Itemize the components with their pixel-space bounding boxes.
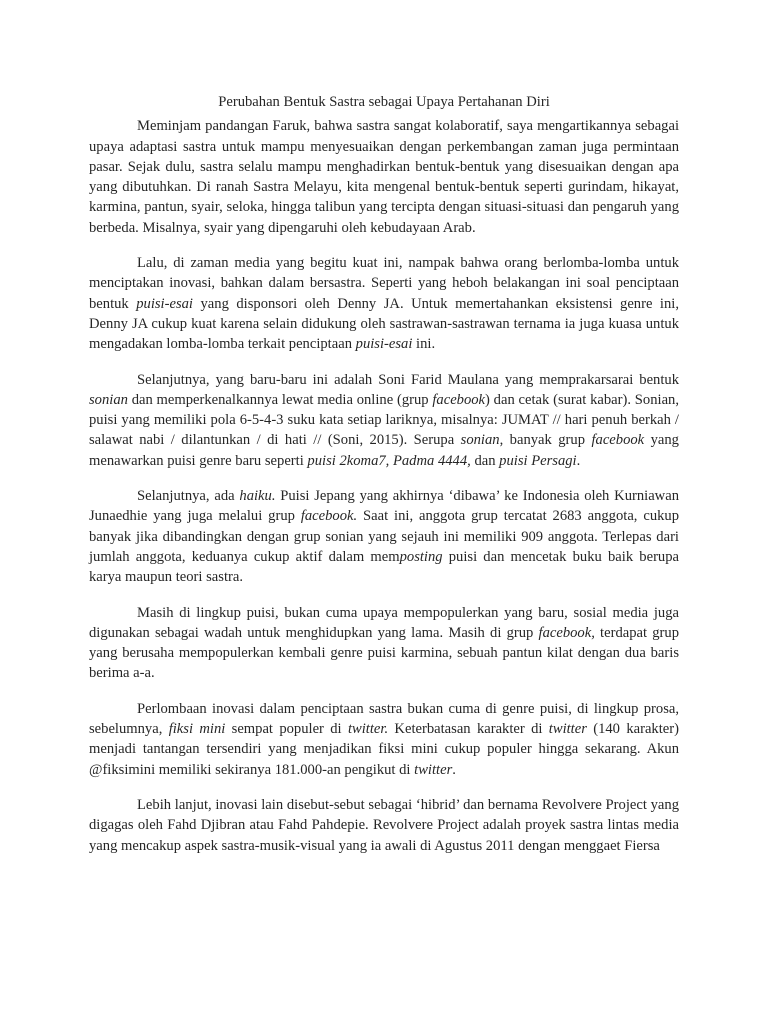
paragraph-text: Lebih lanjut, inovasi lain disebut-sebut sebagai ‘hibrid’ dan bernama Revolvere Project yang digagas oleh Fahd Djibran atau Fahd Pahdepie. Revolvere Project adalah proyek sastra lintas media yang mencakup aspek sastra-musik-visual yang ia awali di Agustus 2011 dengan menggaet Fiersa xyxy=(89,796,679,854)
paragraph-text: terdapat grup yang berusaha mempopulerkan kembali genre puisi karmina, sebuah pantun kilat dengan dua baris berima a-a. xyxy=(89,624,679,682)
paragraph-text: Puisi Jepang yang akhirnya ‘dibawa’ ke Indonesia oleh Kurniawan Junaedhie yang juga melalui grup xyxy=(89,488,679,525)
paragraph-text: puisi dan mencetak buku baik berupa karya maupun teori sastra. xyxy=(89,548,679,586)
paragraph xyxy=(89,699,679,780)
paragraph xyxy=(89,486,679,587)
paragraph-text: yang disponsori oleh Denny JA. Untuk memertahankan eksistensi genre ini, Denny JA cukup kuat karena selain didukung oleh sastrawan-sastrawan ternama ia juga kuasa untuk mengadakan lomba-lomba terkait penciptaan xyxy=(89,295,679,353)
paragraph-text: sempat populer di xyxy=(225,721,348,738)
italic-text: posting xyxy=(399,548,443,565)
italic-text: sonian xyxy=(460,432,500,449)
italic-text: fiksi mini xyxy=(168,721,226,738)
paragraph-text: . xyxy=(576,452,581,469)
italic-text: twitter xyxy=(414,761,453,778)
paragraph-text: Meminjam pandangan Faruk, bahwa sastra sangat kolaboratif, saya mengartikannya sebagai upaya adaptasi sastra untuk mampu menyesuaikan dengan perkembangan zaman juga permintaan pasar. Sejak dulu, sastra selalu mampu menghadirkan bentuk-bentuk yang disesuaikan dengan apa yang dibutuhkan. Di ranah Sastra Melayu, kita mengenal bentuk-bentuk seperti gurindam, hikayat, karmina, pantun, syair, seloka, hingga talibun yang tercipta dengan situasi-situasi dan pengaruh yang berbeda. Misalnya, syair yang dipengaruhi oleh kebudayaan Arab. xyxy=(89,118,679,236)
italic-text: haiku. xyxy=(239,488,276,505)
paragraph-text: (140 karakter) menjadi tantangan tersendiri yang menjadikan fiksi mini cukup populer hingga sekarang. Akun @fiksimini memiliki sekiranya 181.000-an pengikut di xyxy=(89,721,679,778)
paragraph-text: ) dan cetak (surat kabar). Sonian, puisi yang memiliki pola 6-5-4-3 suku kata setiap lariknya, misalnya: JUMAT // hari penuh berkah / salawat nabi / dilantunkan / di hati // (Soni, 2015). Serupa xyxy=(89,391,679,449)
paragraph-text: Saat ini, anggota grup tercatat 2683 anggota, cukup banyak jika dibandingkan dengan grup sonian yang sejauh ini memiliki 909 anggota. Terlepas dari jumlah anggota, keduanya cukup aktif dalam mem xyxy=(89,508,680,565)
italic-text: twitter xyxy=(548,721,587,738)
paragraph-text: Keterbatasan karakter di xyxy=(388,721,549,738)
paragraph-text: dan xyxy=(470,452,500,469)
paragraph-text: Selanjutnya, yang baru-baru ini adalah Soni Farid Maulana yang memprakarsarai bentuk xyxy=(137,371,679,388)
paragraph-text: . xyxy=(452,761,456,778)
paragraph-text: Lalu, di zaman media yang begitu kuat ini, nampak bahwa orang berlomba-lomba untuk menciptakan inovasi, bahkan dalam bersastra. Seperti yang heboh belakangan ini soal penciptaan bentuk xyxy=(89,255,679,312)
paragraph-text: ini. xyxy=(412,336,436,353)
italic-text: facebook xyxy=(591,432,645,449)
italic-text: twitter. xyxy=(347,721,389,738)
document-title: Perubahan Bentuk Sastra sebagai Upaya Pertahanan Diri xyxy=(218,94,550,110)
paragraph-list xyxy=(89,116,679,856)
paragraph-text: Perlombaan inovasi dalam penciptaan sastra bukan cuma di genre puisi, di lingkup prosa, sebelumnya, xyxy=(89,700,679,738)
paragraph-text: Masih di lingkup puisi, bukan cuma upaya mempopulerkan yang baru, sosial media juga digunakan sebagai wadah untuk menghidupkan yang lama. Masih di grup xyxy=(89,604,679,641)
paragraph-text: yang menawarkan puisi genre baru seperti xyxy=(89,432,679,469)
italic-text: puisi-esai xyxy=(355,336,413,353)
paragraph xyxy=(89,370,679,471)
document-body xyxy=(89,92,679,871)
italic-text: facebook xyxy=(432,391,486,408)
italic-text: facebook. xyxy=(300,508,358,525)
italic-text: puisi Persagi xyxy=(499,452,577,469)
italic-text: puisi 2koma7, Padma 4444, xyxy=(307,452,471,469)
paragraph-text: Selanjutnya, ada xyxy=(137,488,240,505)
paragraph-text: , banyak grup xyxy=(499,432,592,449)
paragraph xyxy=(89,603,679,684)
paragraph xyxy=(89,253,679,354)
paragraph xyxy=(89,116,679,238)
italic-text: puisi-esai xyxy=(136,295,193,312)
paragraph-text: dan memperkenalkannya lewat media online (grup xyxy=(127,391,433,408)
italic-text: facebook, xyxy=(538,624,595,641)
italic-text: sonian xyxy=(89,391,128,408)
paragraph xyxy=(89,795,679,856)
